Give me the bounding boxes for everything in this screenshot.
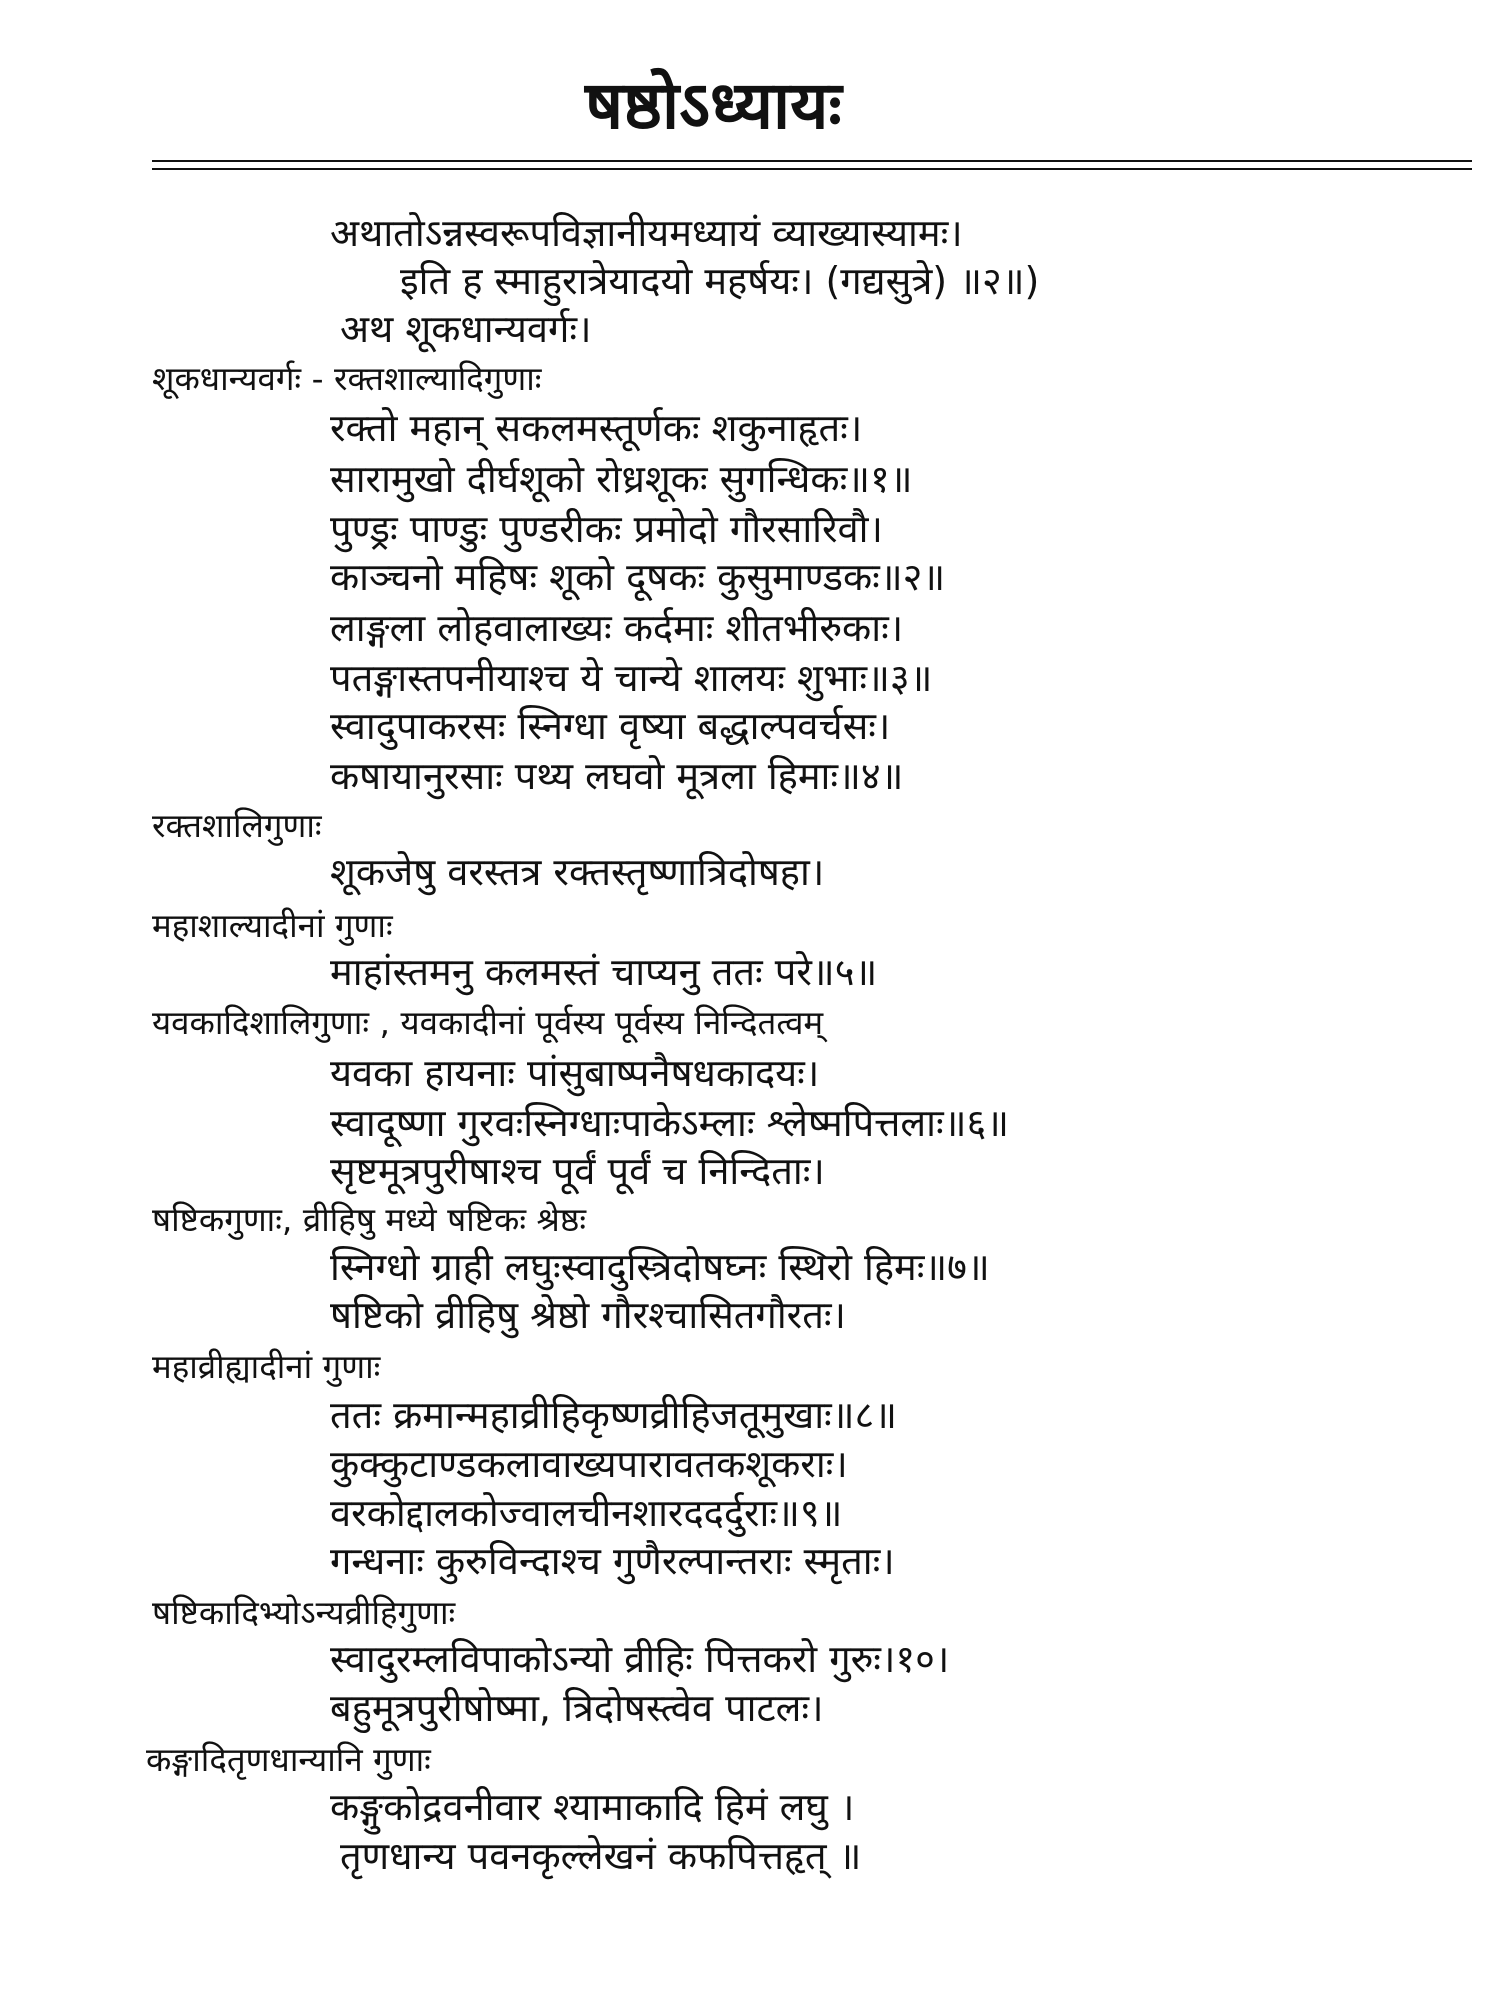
verse-line: सृष्टमूत्रपुरीषाश्च पूर्वं पूर्वं च निन्दिताः। <box>330 1149 825 1193</box>
verse-line: वरकोद्दालकोज्वालचीनशारददर्दुराः॥९॥ <box>330 1491 843 1535</box>
section-heading: षष्टिकादिभ्योऽन्यव्रीहिगुणाः <box>152 1593 456 1632</box>
verse-line: यवका हायनाः पांसुबाष्पनैषधकादयः। <box>330 1051 820 1095</box>
verse-line: स्वादुरम्लविपाकोऽन्यो व्रीहिः पित्तकरो गुरुः।१०। <box>330 1637 950 1681</box>
verse-line: ततः क्रमान्महाव्रीहिकृष्णव्रीहिजतूमुखाः॥८॥ <box>330 1393 897 1437</box>
section-heading: महाशाल्यादीनां गुणाः <box>152 906 393 945</box>
verse-line: शूकजेषु वरस्तत्र रक्तस्तृष्णात्रिदोषहा। <box>330 850 825 894</box>
verse-line: सारामुखो दीर्घशूको रोध्रशूकः सुगन्धिकः॥१॥ <box>330 457 913 501</box>
verse-line: स्निग्धो ग्राही लघुःस्वादुस्त्रिदोषघ्नः स्थिरो हिमः॥७॥ <box>330 1245 990 1289</box>
verse-line: षष्टिको व्रीहिषु श्रेष्ठो गौरश्चासितगौरतः। <box>330 1293 846 1337</box>
section-heading: शूकधान्यवर्गः - रक्तशाल्यादिगुणाः <box>152 359 542 398</box>
verse-line: पुण्ड्रः पाण्डुः पुण्डरीकः प्रमोदो गौरसारिवौ। <box>330 507 883 551</box>
verse-line: काञ्चनो महिषः शूको दूषकः कुसुमाण्डकः॥२॥ <box>330 555 946 599</box>
verse-line: स्वादुपाकरसः स्निग्धा वृष्या बद्धाल्पवर्चसः। <box>330 704 891 748</box>
section-opening-line: अथ शूकधान्यवर्गः। <box>340 307 592 351</box>
section-heading: महाव्रीह्यादीनां गुणाः <box>152 1347 381 1386</box>
verse-line: गन्धनाः कुरुविन्दाश्च गुणैरल्पान्तराः स्मृताः। <box>330 1539 895 1583</box>
title-divider-top <box>152 160 1472 162</box>
verse-line: कषायानुरसाः पथ्य लघवो मूत्रला हिमाः॥४॥ <box>330 754 904 798</box>
section-heading: रक्तशालिगुणाः <box>152 806 322 845</box>
verse-line: इति ह स्माहुरात्रेयादयो महर्षयः। (गद्यसुत्रे) ॥२॥) <box>400 259 1040 303</box>
title-divider-bottom <box>152 168 1472 170</box>
verse-line: स्वादूष्णा गुरवःस्निग्धाःपाकेऽम्लाः श्लेष्मपित्तलाः॥६॥ <box>330 1101 1009 1145</box>
verse-line: कुक्कुटाण्डकलावाख्यपारावतकशूकराः। <box>330 1442 848 1486</box>
verse-line: माहांस्तमनु कलमस्तं चाप्यनु ततः परे॥५॥ <box>330 950 878 994</box>
verse-line: रक्तो महान् सकलमस्तूर्णकः शकुनाहृतः। <box>330 406 863 450</box>
verse-line: लाङ्गला लोहवालाख्यः कर्दमाः शीतभीरुकाः। <box>330 606 904 650</box>
verse-line: पतङ्गास्तपनीयाश्च ये चान्ये शालयः शुभाः॥३॥ <box>330 656 933 700</box>
page-title: षष्ठोऽध्यायः <box>585 67 842 144</box>
section-heading: यवकादिशालिगुणाः , यवकादीनां पूर्वस्य पूर्वस्य निन्दितत्वम् <box>152 1003 824 1042</box>
verse-line: कङ्गुकोद्रवनीवार श्यामाकादि हिमं लघु । <box>330 1785 855 1829</box>
verse-line: अथातोऽन्नस्वरूपविज्ञानीयमध्यायं व्याख्यास्यामः। <box>330 211 963 255</box>
section-heading: षष्टिकगुणाः, व्रीहिषु मध्ये षष्टिकः श्रेष्ठः <box>152 1200 587 1239</box>
section-heading: कङ्गादितृणधान्यानि गुणाः <box>146 1740 431 1779</box>
verse-line: तृणधान्य पवनकृल्लेखनं कफपित्तहृत् ॥ <box>340 1834 862 1878</box>
verse-line: बहुमूत्रपुरीषोष्मा, त्रिदोषस्त्वेव पाटलः। <box>330 1686 824 1730</box>
